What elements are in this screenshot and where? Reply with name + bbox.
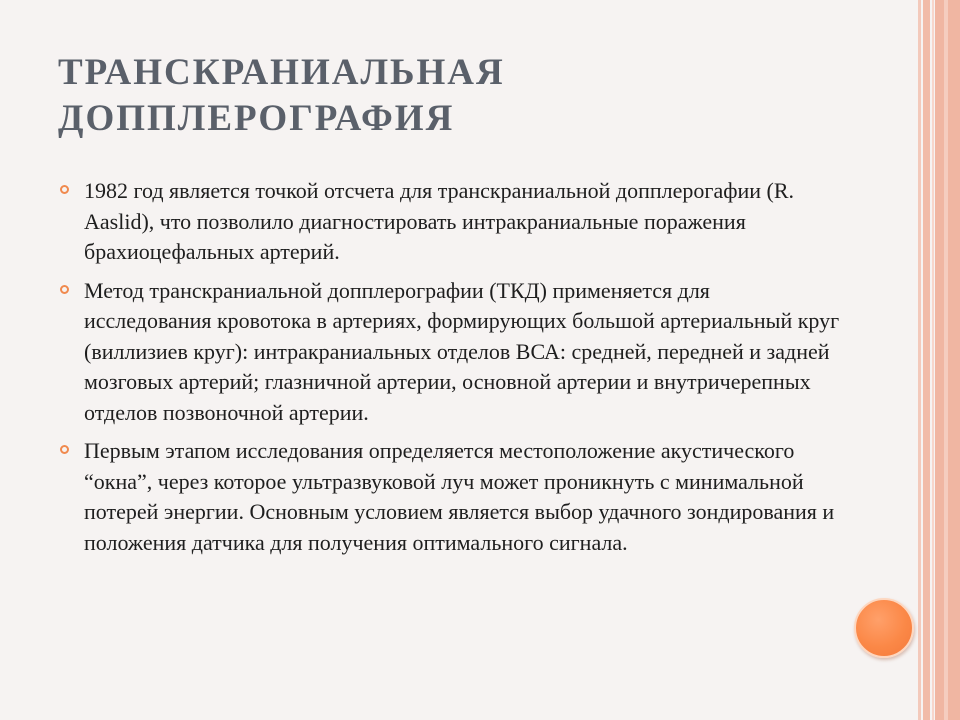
decorative-circle-icon xyxy=(854,598,914,658)
bullet-text: 1982 год является точкой отсчета для транскраниальной допплерогафии (R. Aaslid), что позволило диагностировать интракраниальные поражения брахиоцефальных артерий. xyxy=(84,178,795,264)
slide-title xyxy=(58,50,898,142)
slide-title-line: ТРАНСКРАНИАЛЬНАЯ xyxy=(58,52,505,93)
bullet-item xyxy=(60,176,840,268)
circle-bullet-icon xyxy=(60,185,69,194)
circle-bullet-icon xyxy=(60,285,69,294)
right-stripe xyxy=(932,0,934,720)
bullet-list xyxy=(60,176,840,566)
bullet-item xyxy=(60,436,840,558)
right-stripe xyxy=(923,0,930,720)
circle-bullet-icon xyxy=(60,445,69,454)
right-stripe xyxy=(944,0,948,720)
bullet-text: Метод транскраниальной допплерографии (ТКД) применяется для исследования кровотока в артериях, формирующих большой артериальный круг (виллизиев круг): интракраниальных отделов ВСА: средней, передней и задней мозговых артерий; глазничной артерии, основной артерии и внутричерепных отделов позвоночной артерии. xyxy=(84,277,840,425)
slide-title-line: ДОППЛЕРОГРАФИЯ xyxy=(58,98,455,139)
bullet-text: Первым этапом исследования определяется местоположение акустического “окна”, через которое ультразвуковой луч может проникнуть с минимальной потерей энергии. Основным условием является выбор удачного зондирования и положения датчика для получения оптимального сигнала. xyxy=(84,438,835,555)
bullet-item xyxy=(60,276,840,429)
right-stripe xyxy=(918,0,921,720)
